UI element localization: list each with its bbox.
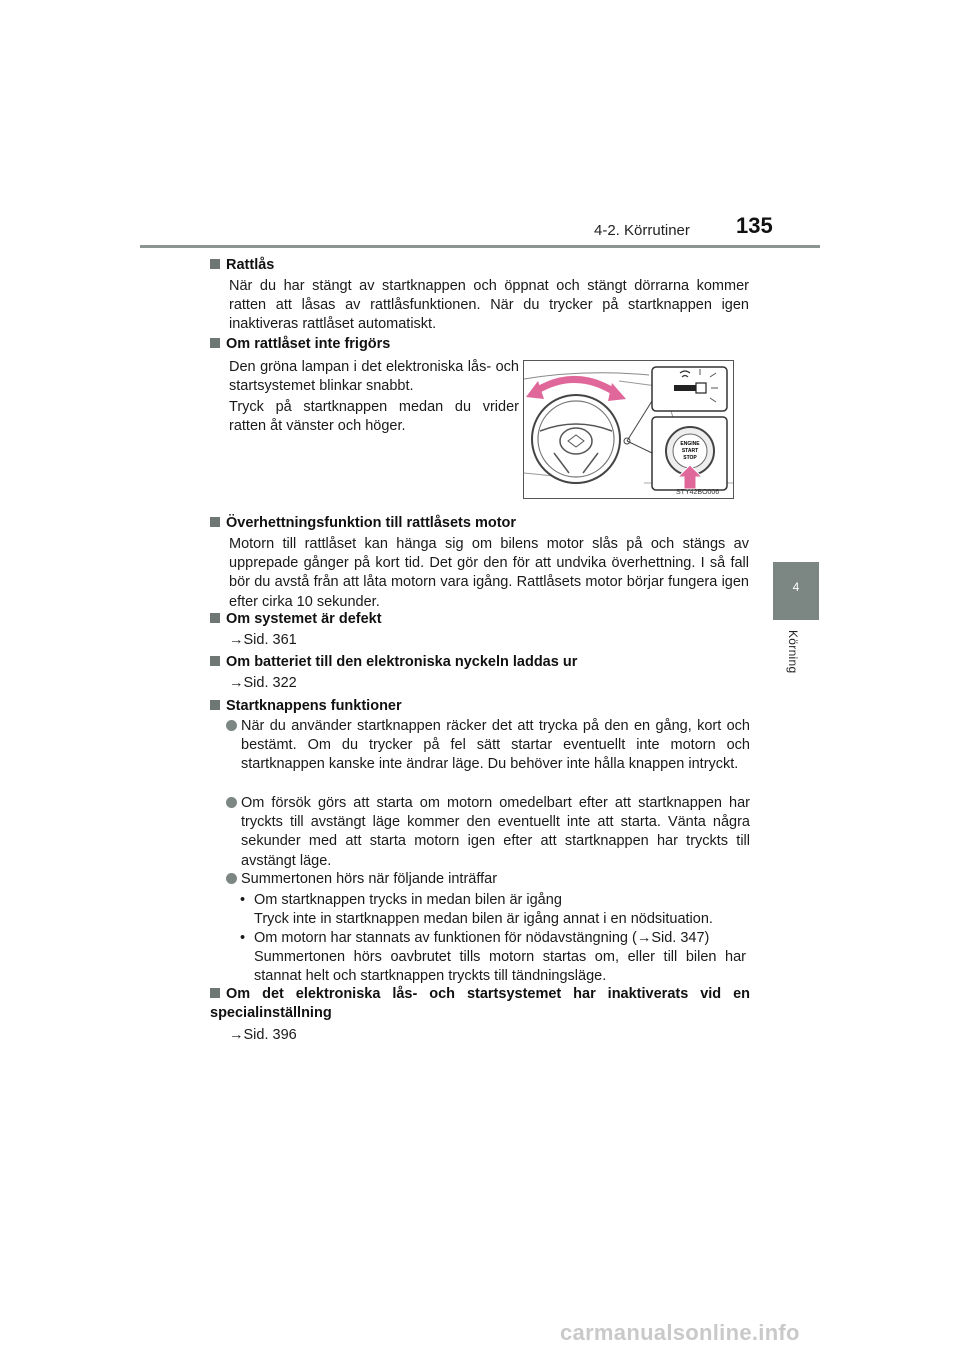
circle-bullet-icon — [226, 797, 237, 808]
heading-funktioner: Startknappens funktioner — [210, 697, 402, 716]
square-bullet-icon — [210, 259, 220, 269]
heading-batteri: Om batteriet till den elektroniska nyckeln laddas ur — [210, 653, 577, 672]
heading-overhettning: Överhettningsfunktion till rattlåsets motor — [210, 514, 516, 533]
sub-list-item: • Om startknappen trycks in medan bilen är igång Tryck inte in startknappen medan bilen är igång annat i en nödsituation. — [240, 892, 713, 928]
heading-defekt: Om systemet är defekt — [210, 610, 382, 629]
sub-list-item: • Om motorn har stannats av funktionen för nödavstängning (→Sid. 347) Summertonen hörs oavbrutet tills motorn startas om, eller till bilen har stannat helt och startknappen tryckts till tändningsläge. — [240, 930, 746, 985]
button-text-stop: STOP — [683, 455, 697, 461]
paragraph-rattlas: När du har stängt av startknappen och öppnat och stängt dörrarna kommer ratten att låsas av rattlåsfunktionen. När du trycker på startknappen igen inaktiveras rattlåset automatiskt. — [229, 278, 749, 333]
paragraph-frigors-2: Tryck på startknappen medan du vrider ratten åt vänster och höger. — [229, 399, 519, 435]
square-bullet-icon — [210, 613, 220, 623]
watermark: carmanualsonline.info — [560, 1320, 800, 1345]
dot-bullet: • — [240, 930, 246, 946]
ref-special[interactable]: →Sid. 396 — [229, 1027, 297, 1043]
heading-rattlas: Rattlås — [210, 256, 274, 275]
paragraph-overhettning: Motorn till rattlåset kan hänga sig om bilens motor slås på och stängs av upprepade gånger på kort tid. Det gör den för att undvika överhettning. I så fall bör du avstå från att låta motorn vara igång. Rattlåsets motor börjar fungera igen efter cirka 10 sekunder. — [229, 536, 749, 610]
chapter-number: 4 — [792, 580, 800, 594]
illustration-svg — [524, 361, 733, 498]
dot-bullet: • — [240, 892, 246, 908]
running-header-section: 4-2. Körrutiner — [594, 222, 690, 239]
square-bullet-icon — [210, 656, 220, 666]
steering-lock-illustration — [523, 360, 734, 499]
circle-bullet-icon — [226, 873, 237, 884]
button-text-engine: ENGINE — [680, 441, 700, 447]
heading-frigors: Om rattlåset inte frigörs — [210, 335, 390, 354]
header-rule — [140, 245, 820, 248]
ref-batteri[interactable]: →Sid. 322 — [229, 675, 297, 691]
ref-defekt[interactable]: →Sid. 361 — [229, 632, 297, 648]
list-item: Om försök görs att starta om motorn omedelbart efter att startknappen har tryckts till avstängt läge kommer den eventuellt inte att starta. Vänta några sekunder med att starta motorn igen efter att startknappen har tryckts till avstängt läge. — [226, 794, 750, 871]
paragraph-frigors-1: Den gröna lampan i det elektroniska lås- och startsystemet blinkar snabbt. — [229, 359, 519, 395]
square-bullet-icon — [210, 517, 220, 527]
chapter-tab — [773, 562, 819, 620]
square-bullet-icon — [210, 988, 220, 998]
list-item: Summertonen hörs när följande inträffar — [226, 870, 750, 889]
button-text-start: START — [681, 448, 699, 454]
list-item: När du använder startknappen räcker det att trycka på den en gång, kort och bestämt. Om du trycker på fel sätt startar eventuellt inte motorn och startknappen kanske inte ändrar läge. Du behöver inte hålla knappen intryckt. — [226, 717, 750, 775]
square-bullet-icon — [210, 338, 220, 348]
circle-bullet-icon — [226, 720, 237, 731]
heading-special: Om det elektroniska lås- och startsystemet har inaktiverats vid en specialinställning — [210, 986, 750, 1021]
chapter-label: Körning — [786, 630, 800, 674]
page-number: 135 — [736, 213, 773, 238]
figure-code: STY42BO006 — [676, 489, 720, 496]
square-bullet-icon — [210, 700, 220, 710]
